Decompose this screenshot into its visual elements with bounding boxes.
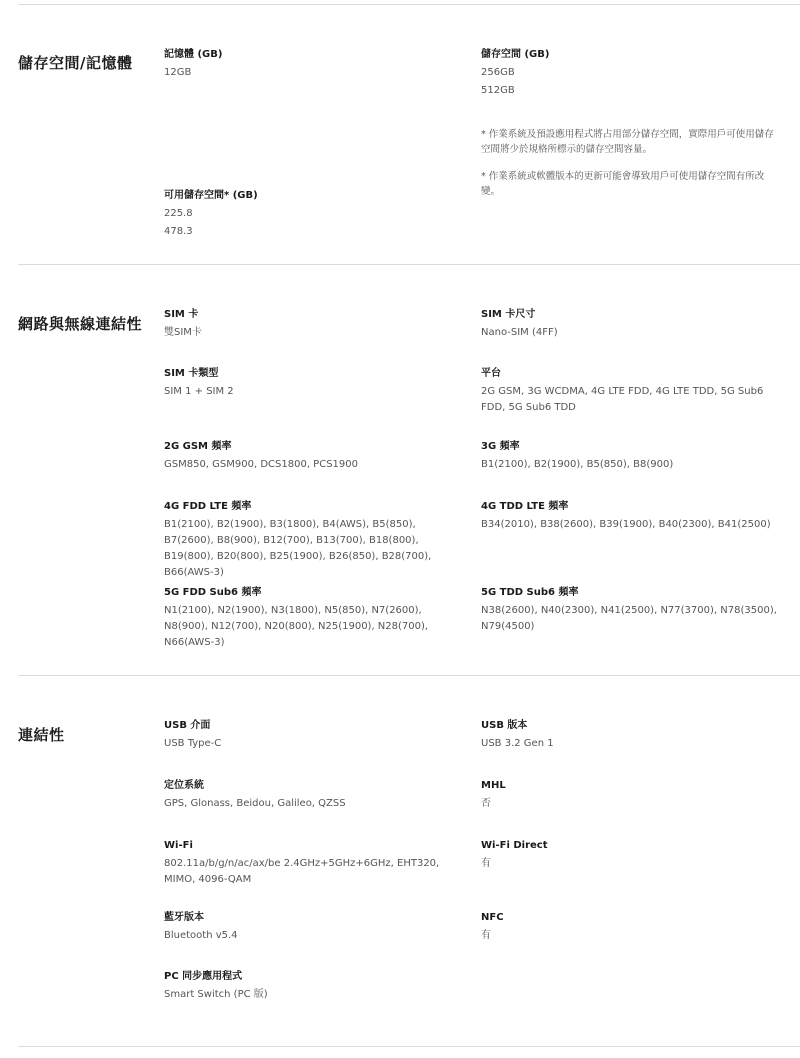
spec-label: SIM 卡 <box>164 309 199 320</box>
spec-value: 2G GSM, 3G WCDMA, 4G LTE FDD, 4G LTE TDD, 5G Sub6 FDD, 5G Sub6 TDD <box>481 386 764 413</box>
spec-value: USB Type-C <box>164 738 222 749</box>
spec-label: 平台 <box>481 368 501 379</box>
spec-sim <box>164 307 454 341</box>
spec-label: 5G FDD Sub6 頻率 <box>164 587 262 598</box>
spec-bluetooth <box>164 910 454 944</box>
bottom-divider <box>18 1046 800 1047</box>
spec-nfc <box>481 910 781 944</box>
spec-value: 否 <box>481 798 491 809</box>
section-title-network: 網路與無線連結性 <box>18 315 143 333</box>
spec-value: B34(2010), B38(2600), B39(1900), B40(2300), B41(2500) <box>481 519 771 530</box>
spec-label: USB 介面 <box>164 720 211 731</box>
spec-label: SIM 卡尺寸 <box>481 309 536 320</box>
spec-label: 3G 頻率 <box>481 441 520 452</box>
spec-4g-tdd <box>481 499 781 533</box>
spec-label: USB 版本 <box>481 720 528 731</box>
spec-value: USB 3.2 Gen 1 <box>481 738 554 749</box>
spec-label: MHL <box>481 780 506 791</box>
spec-available-storage <box>164 188 454 240</box>
spec-sim-size <box>481 307 781 341</box>
spec-label: 儲存空間 (GB) <box>481 49 550 60</box>
spec-mhl <box>481 778 781 812</box>
spec-label: SIM 卡類型 <box>164 368 219 379</box>
spec-storage <box>481 47 781 99</box>
storage-note-2: * 作業系統或軟體版本的更新可能會導致用戶可使用儲存空間有所改變。 <box>481 171 765 197</box>
spec-label: 4G FDD LTE 頻率 <box>164 501 252 512</box>
spec-sim-type <box>164 366 454 400</box>
spec-value: 478.3 <box>164 226 193 237</box>
spec-label: 5G TDD Sub6 頻率 <box>481 587 579 598</box>
spec-4g-fdd <box>164 499 454 581</box>
spec-pc-sync <box>164 969 454 1003</box>
spec-usb-version <box>481 718 781 752</box>
section-divider <box>18 264 800 265</box>
spec-value: GSM850, GSM900, DCS1800, PCS1900 <box>164 459 358 470</box>
spec-platform <box>481 366 781 416</box>
spec-5g-tdd <box>481 585 781 635</box>
spec-wifi <box>164 838 454 888</box>
spec-label: 2G GSM 頻率 <box>164 441 232 452</box>
spec-label: 4G TDD LTE 頻率 <box>481 501 569 512</box>
spec-value: 512GB <box>481 85 515 96</box>
spec-5g-fdd <box>164 585 454 651</box>
spec-location <box>164 778 454 812</box>
spec-value: 225.8 <box>164 208 193 219</box>
spec-memory <box>164 47 454 81</box>
spec-value: 有 <box>481 858 491 869</box>
spec-label: PC 同步應用程式 <box>164 971 243 982</box>
top-divider <box>18 4 800 5</box>
spec-value: Nano-SIM (4FF) <box>481 327 558 338</box>
spec-value: 256GB <box>481 67 515 78</box>
spec-value: 有 <box>481 930 491 941</box>
spec-value: 雙SIM卡 <box>164 327 202 338</box>
spec-value: B1(2100), B2(1900), B3(1800), B4(AWS), B5(850), B7(2600), B8(900), B12(700), B13(700), B18(800), B19(800), B20(800), B25(1900), B26(850), B28(700), B66(AWS-3) <box>164 519 432 578</box>
spec-label: Wi-Fi Direct <box>481 840 548 851</box>
spec-value: N38(2600), N40(2300), N41(2500), N77(3700), N78(3500), N79(4500) <box>481 605 777 632</box>
spec-value: B1(2100), B2(1900), B5(850), B8(900) <box>481 459 674 470</box>
spec-value: N1(2100), N2(1900), N3(1800), N5(850), N7(2600), N8(900), N12(700), N20(800), N25(1900), N28(700), N66(AWS-3) <box>164 605 429 648</box>
spec-wifi-direct <box>481 838 781 872</box>
spec-value: SIM 1 + SIM 2 <box>164 386 234 397</box>
spec-label: 藍牙版本 <box>164 912 204 923</box>
spec-label: NFC <box>481 912 504 923</box>
spec-label: 定位系統 <box>164 780 204 791</box>
storage-note-1: * 作業系統及預設應用程式將占用部分儲存空間，實際用戶可使用儲存空間將少於規格所標示的儲存空間容量。 <box>481 129 774 155</box>
spec-label: 記憶體 (GB) <box>164 49 223 60</box>
spec-value: GPS, Glonass, Beidou, Galileo, QZSS <box>164 798 346 809</box>
spec-2g-gsm <box>164 439 454 473</box>
section-title-storage: 儲存空間/記憶體 <box>18 54 133 72</box>
section-divider <box>18 675 800 676</box>
spec-3g <box>481 439 781 473</box>
spec-usb-interface <box>164 718 454 752</box>
spec-value: 12GB <box>164 67 192 78</box>
spec-value: Smart Switch (PC 版) <box>164 989 268 1000</box>
section-title-connectivity: 連結性 <box>18 726 65 744</box>
spec-value: Bluetooth v5.4 <box>164 930 238 941</box>
spec-value: 802.11a/b/g/n/ac/ax/be 2.4GHz+5GHz+6GHz, EHT320, MIMO, 4096-QAM <box>164 858 440 885</box>
spec-label: Wi-Fi <box>164 840 193 851</box>
spec-label: 可用儲存空間* (GB) <box>164 190 258 201</box>
